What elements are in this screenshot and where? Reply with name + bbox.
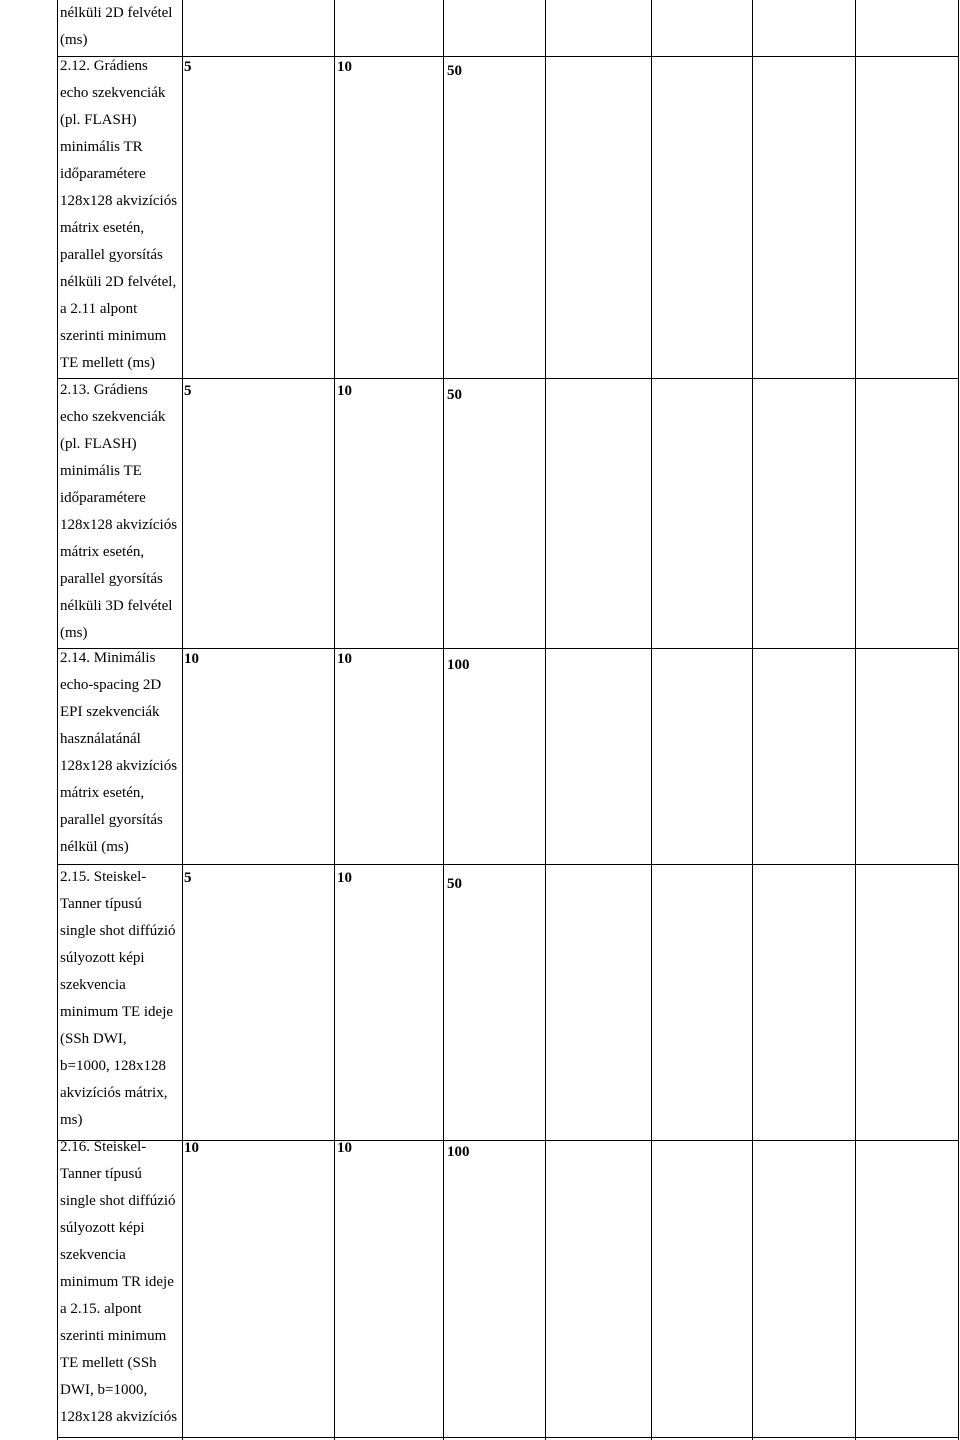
description-line: echo-spacing 2D xyxy=(60,677,162,693)
description-line: szerinti minimum xyxy=(60,1328,167,1344)
column-border xyxy=(651,0,652,1440)
description-line: Tanner típusú xyxy=(60,896,142,912)
description-line: 128x128 akvizíciós xyxy=(60,1409,178,1425)
description-line: 128x128 akvizíciós xyxy=(60,517,178,533)
value-cell-1: 5 xyxy=(184,59,192,75)
row-border xyxy=(57,864,959,865)
value-cell-3: 50 xyxy=(447,876,462,892)
description-line: ms) xyxy=(60,1112,83,1128)
description-line: echo szekvenciák xyxy=(60,409,166,425)
description-line: időparamétere xyxy=(60,166,146,182)
row-border xyxy=(57,56,959,57)
description-line: parallel gyorsítás xyxy=(60,247,163,263)
row-description xyxy=(60,0,184,54)
description-line: 128x128 akvizíciós xyxy=(60,193,178,209)
value-cell-3: 100 xyxy=(447,657,470,673)
column-border xyxy=(958,0,959,1440)
description-line: (pl. FLASH) xyxy=(60,112,137,128)
description-line: DWI, b=1000, xyxy=(60,1382,148,1398)
description-line: szekvencia xyxy=(60,1247,126,1263)
description-line: Tanner típusú xyxy=(60,1166,142,1182)
column-border xyxy=(443,0,444,1440)
value-cell-3: 50 xyxy=(447,387,462,403)
description-line: mátrix esetén, xyxy=(60,220,145,236)
description-line: echo szekvenciák xyxy=(60,85,166,101)
description-line: single shot diffúzió xyxy=(60,1193,176,1209)
column-border xyxy=(334,0,335,1440)
row-border xyxy=(57,1437,959,1438)
value-cell-2: 10 xyxy=(337,651,352,667)
description-line: akvizíciós mátrix, xyxy=(60,1085,168,1101)
row-description xyxy=(60,1134,184,1431)
description-line: 2.16. Steiskel- xyxy=(60,1139,147,1155)
description-line: (SSh DWI, xyxy=(60,1031,127,1047)
value-cell-1: 10 xyxy=(184,1140,199,1156)
column-border xyxy=(545,0,546,1440)
row-description xyxy=(60,864,184,1134)
row-description xyxy=(60,377,184,647)
description-line: (ms) xyxy=(60,32,88,48)
description-line: minimális TR xyxy=(60,139,143,155)
column-border xyxy=(752,0,753,1440)
value-cell-2: 10 xyxy=(337,59,352,75)
column-border xyxy=(855,0,856,1440)
description-line: nélküli 3D felvétel xyxy=(60,598,173,614)
value-cell-1: 5 xyxy=(184,383,192,399)
description-line: szekvencia xyxy=(60,977,126,993)
row-border xyxy=(57,378,959,379)
description-line: nélküli 2D felvétel, xyxy=(60,274,177,290)
description-line: nélkül (ms) xyxy=(60,839,129,855)
description-line: 2.15. Steiskel- xyxy=(60,869,147,885)
description-line: 2.12. Grádiens xyxy=(60,58,148,74)
description-line: súlyozott képi xyxy=(60,1220,145,1236)
description-line: (pl. FLASH) xyxy=(60,436,137,452)
description-line: minimális TE xyxy=(60,463,142,479)
value-cell-3: 50 xyxy=(447,63,462,79)
description-line: 128x128 akvizíciós xyxy=(60,758,178,774)
value-cell-1: 10 xyxy=(184,651,199,667)
description-line: súlyozott képi xyxy=(60,950,145,966)
description-line: minimum TR ideje xyxy=(60,1274,174,1290)
description-line: 2.14. Minimális xyxy=(60,650,156,666)
row-description xyxy=(60,53,184,377)
description-line: (ms) xyxy=(60,625,88,641)
description-line: single shot diffúzió xyxy=(60,923,176,939)
description-line: parallel gyorsítás xyxy=(60,812,163,828)
description-line: minimum TE ideje xyxy=(60,1004,174,1020)
value-cell-3: 100 xyxy=(447,1144,470,1160)
description-line: szerinti minimum xyxy=(60,328,167,344)
value-cell-1: 5 xyxy=(184,870,192,886)
description-line: nélküli 2D felvétel xyxy=(60,5,173,21)
description-line: parallel gyorsítás xyxy=(60,571,163,587)
description-line: mátrix esetén, xyxy=(60,544,145,560)
value-cell-2: 10 xyxy=(337,383,352,399)
description-line: TE mellett (ms) xyxy=(60,355,155,371)
description-line: EPI szekvenciák xyxy=(60,704,160,720)
description-line: TE mellett (SSh xyxy=(60,1355,157,1371)
value-cell-2: 10 xyxy=(337,870,352,886)
column-border xyxy=(57,0,58,1440)
description-line: a 2.11 alpont xyxy=(60,301,138,317)
row-description xyxy=(60,645,184,861)
description-line: b=1000, 128x128 xyxy=(60,1058,166,1074)
description-line: a 2.15. alpont xyxy=(60,1301,142,1317)
description-line: időparamétere xyxy=(60,490,146,506)
description-line: mátrix esetén, xyxy=(60,785,145,801)
description-line: használatánál xyxy=(60,731,141,747)
description-line: 2.13. Grádiens xyxy=(60,382,148,398)
value-cell-2: 10 xyxy=(337,1140,352,1156)
